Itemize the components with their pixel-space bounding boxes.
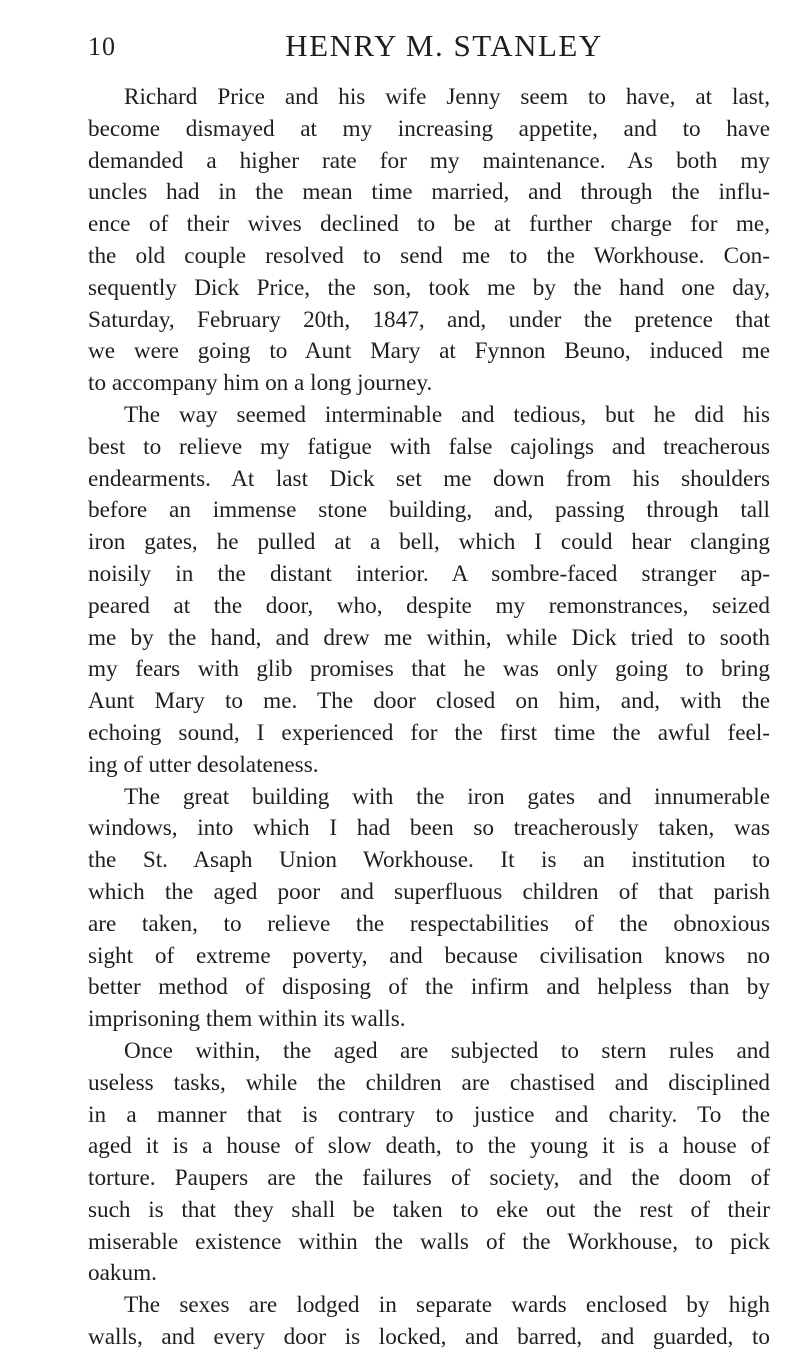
- text-line: walls, and every door is locked, and barred, and guarded, to: [88, 1324, 770, 1351]
- text-line: the St. Asaph Union Workhouse. It is an institution to: [88, 847, 770, 874]
- book-page: [88, 0, 770, 1351]
- text-line: Once within, the aged are subjected to stern rules and: [124, 1037, 770, 1064]
- text-line: aged it is a house of slow death, to the young it is a house of: [88, 1133, 770, 1160]
- text-line: me by the hand, and drew me within, while Dick tried to sooth: [88, 624, 770, 651]
- text-line: useless tasks, while the children are chastised and disciplined: [88, 1069, 770, 1096]
- running-head: HENRY M. STANLEY: [285, 28, 603, 63]
- text-line: echoing sound, I experienced for the first time the awful feel-: [88, 719, 770, 746]
- text-line: miserable existence within the walls of the Workhouse, to pick: [88, 1228, 770, 1255]
- text-line: windows, into which I had been so treacherously taken, was: [88, 815, 770, 842]
- text-line: noisily in the distant interior. A sombre-faced stranger ap-: [88, 560, 770, 587]
- text-line: torture. Paupers are the failures of society, and the doom of: [88, 1165, 770, 1192]
- text-line: are taken, to relieve the respectabilities of the obnoxious: [88, 910, 770, 937]
- text-line: in a manner that is contrary to justice and charity. To the: [88, 1101, 770, 1128]
- text-line: Saturday, February 20th, 1847, and, under the pretence that: [88, 306, 770, 333]
- page-number: 10: [88, 32, 116, 61]
- text-line: ence of their wives declined to be at further charge for me,: [88, 211, 770, 238]
- text-line: we were going to Aunt Mary at Fynnon Beuno, induced me: [88, 338, 770, 365]
- text-line: peared at the door, who, despite my remonstrances, seized: [88, 592, 770, 619]
- text-line: iron gates, he pulled at a bell, which I could hear clanging: [88, 529, 770, 556]
- page-header: [88, 24, 770, 68]
- text-line: sight of extreme poverty, and because civilisation knows no: [88, 942, 770, 969]
- text-line: imprisoning them within its walls.: [88, 1006, 406, 1033]
- text-line: better method of disposing of the infirm and helpless than by: [88, 974, 770, 1001]
- text-line: endearments. At last Dick set me down from his shoulders: [88, 465, 770, 492]
- body-text: [88, 82, 770, 1354]
- text-line: Richard Price and his wife Jenny seem to have, at last,: [124, 84, 770, 110]
- text-line: oakum.: [88, 1260, 157, 1287]
- text-line: which the aged poor and superfluous children of that parish: [88, 878, 770, 905]
- text-line: sequently Dick Price, the son, took me by the hand one day,: [88, 274, 770, 301]
- text-line: Aunt Mary to me. The door closed on him, and, with the: [88, 688, 770, 715]
- text-line: demanded a higher rate for my maintenance. As both my: [88, 147, 770, 174]
- text-line: The sexes are lodged in separate wards enclosed by high: [124, 1292, 770, 1319]
- text-line: to accompany him on a long journey.: [88, 370, 433, 397]
- text-line: such is that they shall be taken to eke out the rest of their: [88, 1196, 770, 1223]
- text-line: before an immense stone building, and, passing through tall: [88, 497, 770, 524]
- text-line: best to relieve my fatigue with false cajolings and treacherous: [88, 433, 770, 460]
- text-line: The way seemed interminable and tedious, but he did his: [124, 401, 770, 428]
- text-line: the old couple resolved to send me to the Workhouse. Con-: [88, 242, 770, 269]
- text-line: uncles had in the mean time married, and through the influ-: [88, 179, 770, 206]
- text-line: my fears with glib promises that he was only going to bring: [88, 656, 770, 683]
- text-line: ing of utter desolateness.: [88, 751, 319, 778]
- text-line: The great building with the iron gates and innumerable: [124, 783, 770, 810]
- text-line: become dismayed at my increasing appetite, and to have: [88, 115, 770, 142]
